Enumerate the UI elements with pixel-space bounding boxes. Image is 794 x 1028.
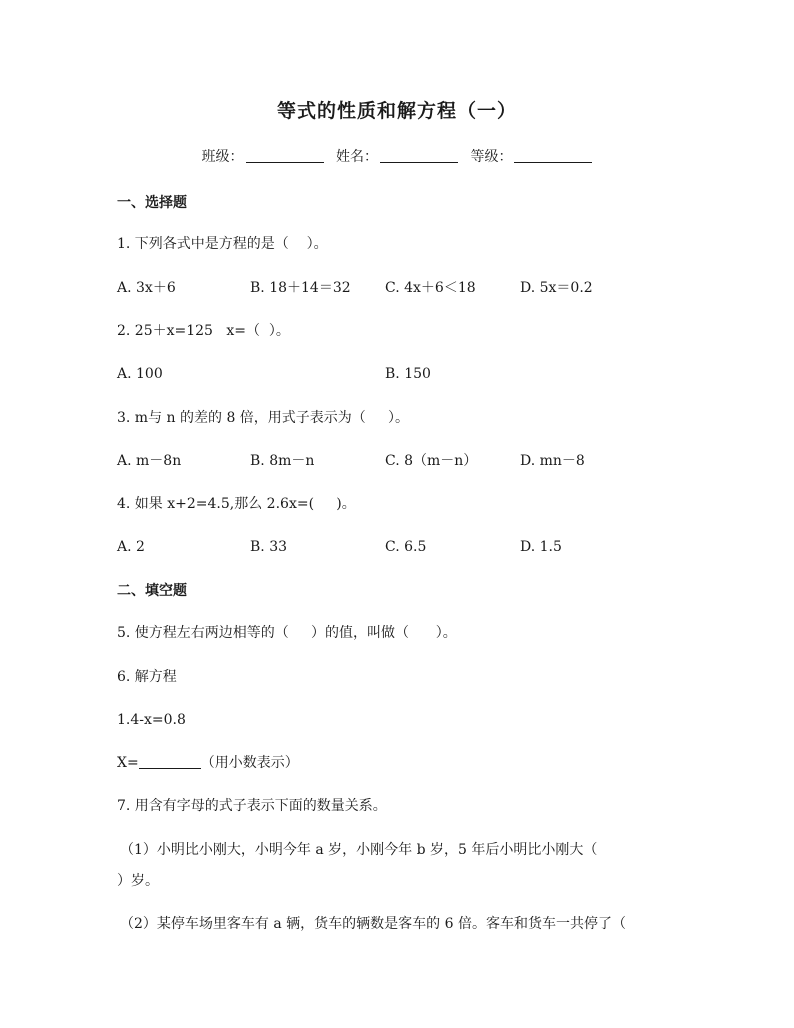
question-6: 6. 解方程 bbox=[117, 669, 177, 685]
q4-option-c[interactable]: C. 6.5 bbox=[385, 539, 427, 555]
q3-option-d[interactable]: D. mn－8 bbox=[520, 453, 585, 469]
question-5: 5. 使方程左右两边相等的（ ）的值，叫做（ ）。 bbox=[117, 625, 457, 641]
q4-option-b[interactable]: B. 33 bbox=[250, 539, 288, 555]
q6-answer-suffix: （用小数表示） bbox=[200, 755, 299, 771]
name-blank[interactable] bbox=[380, 148, 458, 163]
page-title: 等式的性质和解方程（一） bbox=[276, 100, 517, 122]
q6-equation: 1.4-x=0.8 bbox=[117, 712, 186, 728]
q1-option-a[interactable]: A. 3x＋6 bbox=[117, 280, 176, 296]
q6-answer-blank[interactable] bbox=[139, 754, 201, 769]
q1-option-c[interactable]: C. 4x＋6＜18 bbox=[385, 280, 476, 296]
section-heading-choice: 一、选择题 bbox=[117, 195, 187, 211]
question-4: 4. 如果 x+2=4.5,那么 2.6x=( )。 bbox=[117, 496, 356, 512]
q4-option-a[interactable]: A. 2 bbox=[117, 539, 145, 555]
student-info-row bbox=[0, 146, 794, 166]
q7-sub1-line2: ）岁。 bbox=[117, 873, 159, 889]
q1-option-d[interactable]: D. 5x＝0.2 bbox=[520, 280, 593, 296]
q7-sub1-line1: （1）小明比小刚大，小明今年 a 岁，小刚今年 b 岁，5 年后小明比小刚大（ bbox=[120, 842, 598, 858]
q6-answer-line bbox=[117, 753, 299, 773]
q3-option-a[interactable]: A. m－8n bbox=[117, 453, 182, 469]
q3-option-b[interactable]: B. 8m－n bbox=[250, 453, 315, 469]
name-field bbox=[336, 146, 458, 166]
question-2: 2. 25＋x=125 x=（ ）。 bbox=[117, 323, 290, 339]
class-blank[interactable] bbox=[246, 148, 324, 163]
class-field bbox=[202, 146, 324, 166]
q2-option-a[interactable]: A. 100 bbox=[117, 366, 163, 382]
q2-option-b[interactable]: B. 150 bbox=[385, 366, 431, 382]
grade-blank[interactable] bbox=[514, 148, 592, 163]
q4-option-d[interactable]: D. 1.5 bbox=[520, 539, 562, 555]
question-3: 3. m与 n 的差的 8 倍，用式子表示为（ ）。 bbox=[117, 410, 410, 426]
q3-option-c[interactable]: C. 8（m－n） bbox=[385, 453, 478, 469]
q6-answer-prefix: X= bbox=[117, 755, 139, 771]
question-7: 7. 用含有字母的式子表示下面的数量关系。 bbox=[117, 798, 387, 814]
section-heading-fill: 二、填空题 bbox=[117, 583, 187, 599]
q1-option-b[interactable]: B. 18＋14＝32 bbox=[250, 280, 351, 296]
question-1: 1. 下列各式中是方程的是（ ）。 bbox=[117, 236, 328, 252]
grade-field bbox=[470, 146, 592, 166]
grade-label: 等级： bbox=[470, 149, 513, 165]
class-label: 班级： bbox=[201, 149, 244, 165]
q7-sub2-line1: （2）某停车场里客车有 a 辆，货车的辆数是客车的 6 倍。客车和货车一共停了（ bbox=[120, 916, 626, 932]
name-label: 姓名： bbox=[336, 149, 378, 165]
